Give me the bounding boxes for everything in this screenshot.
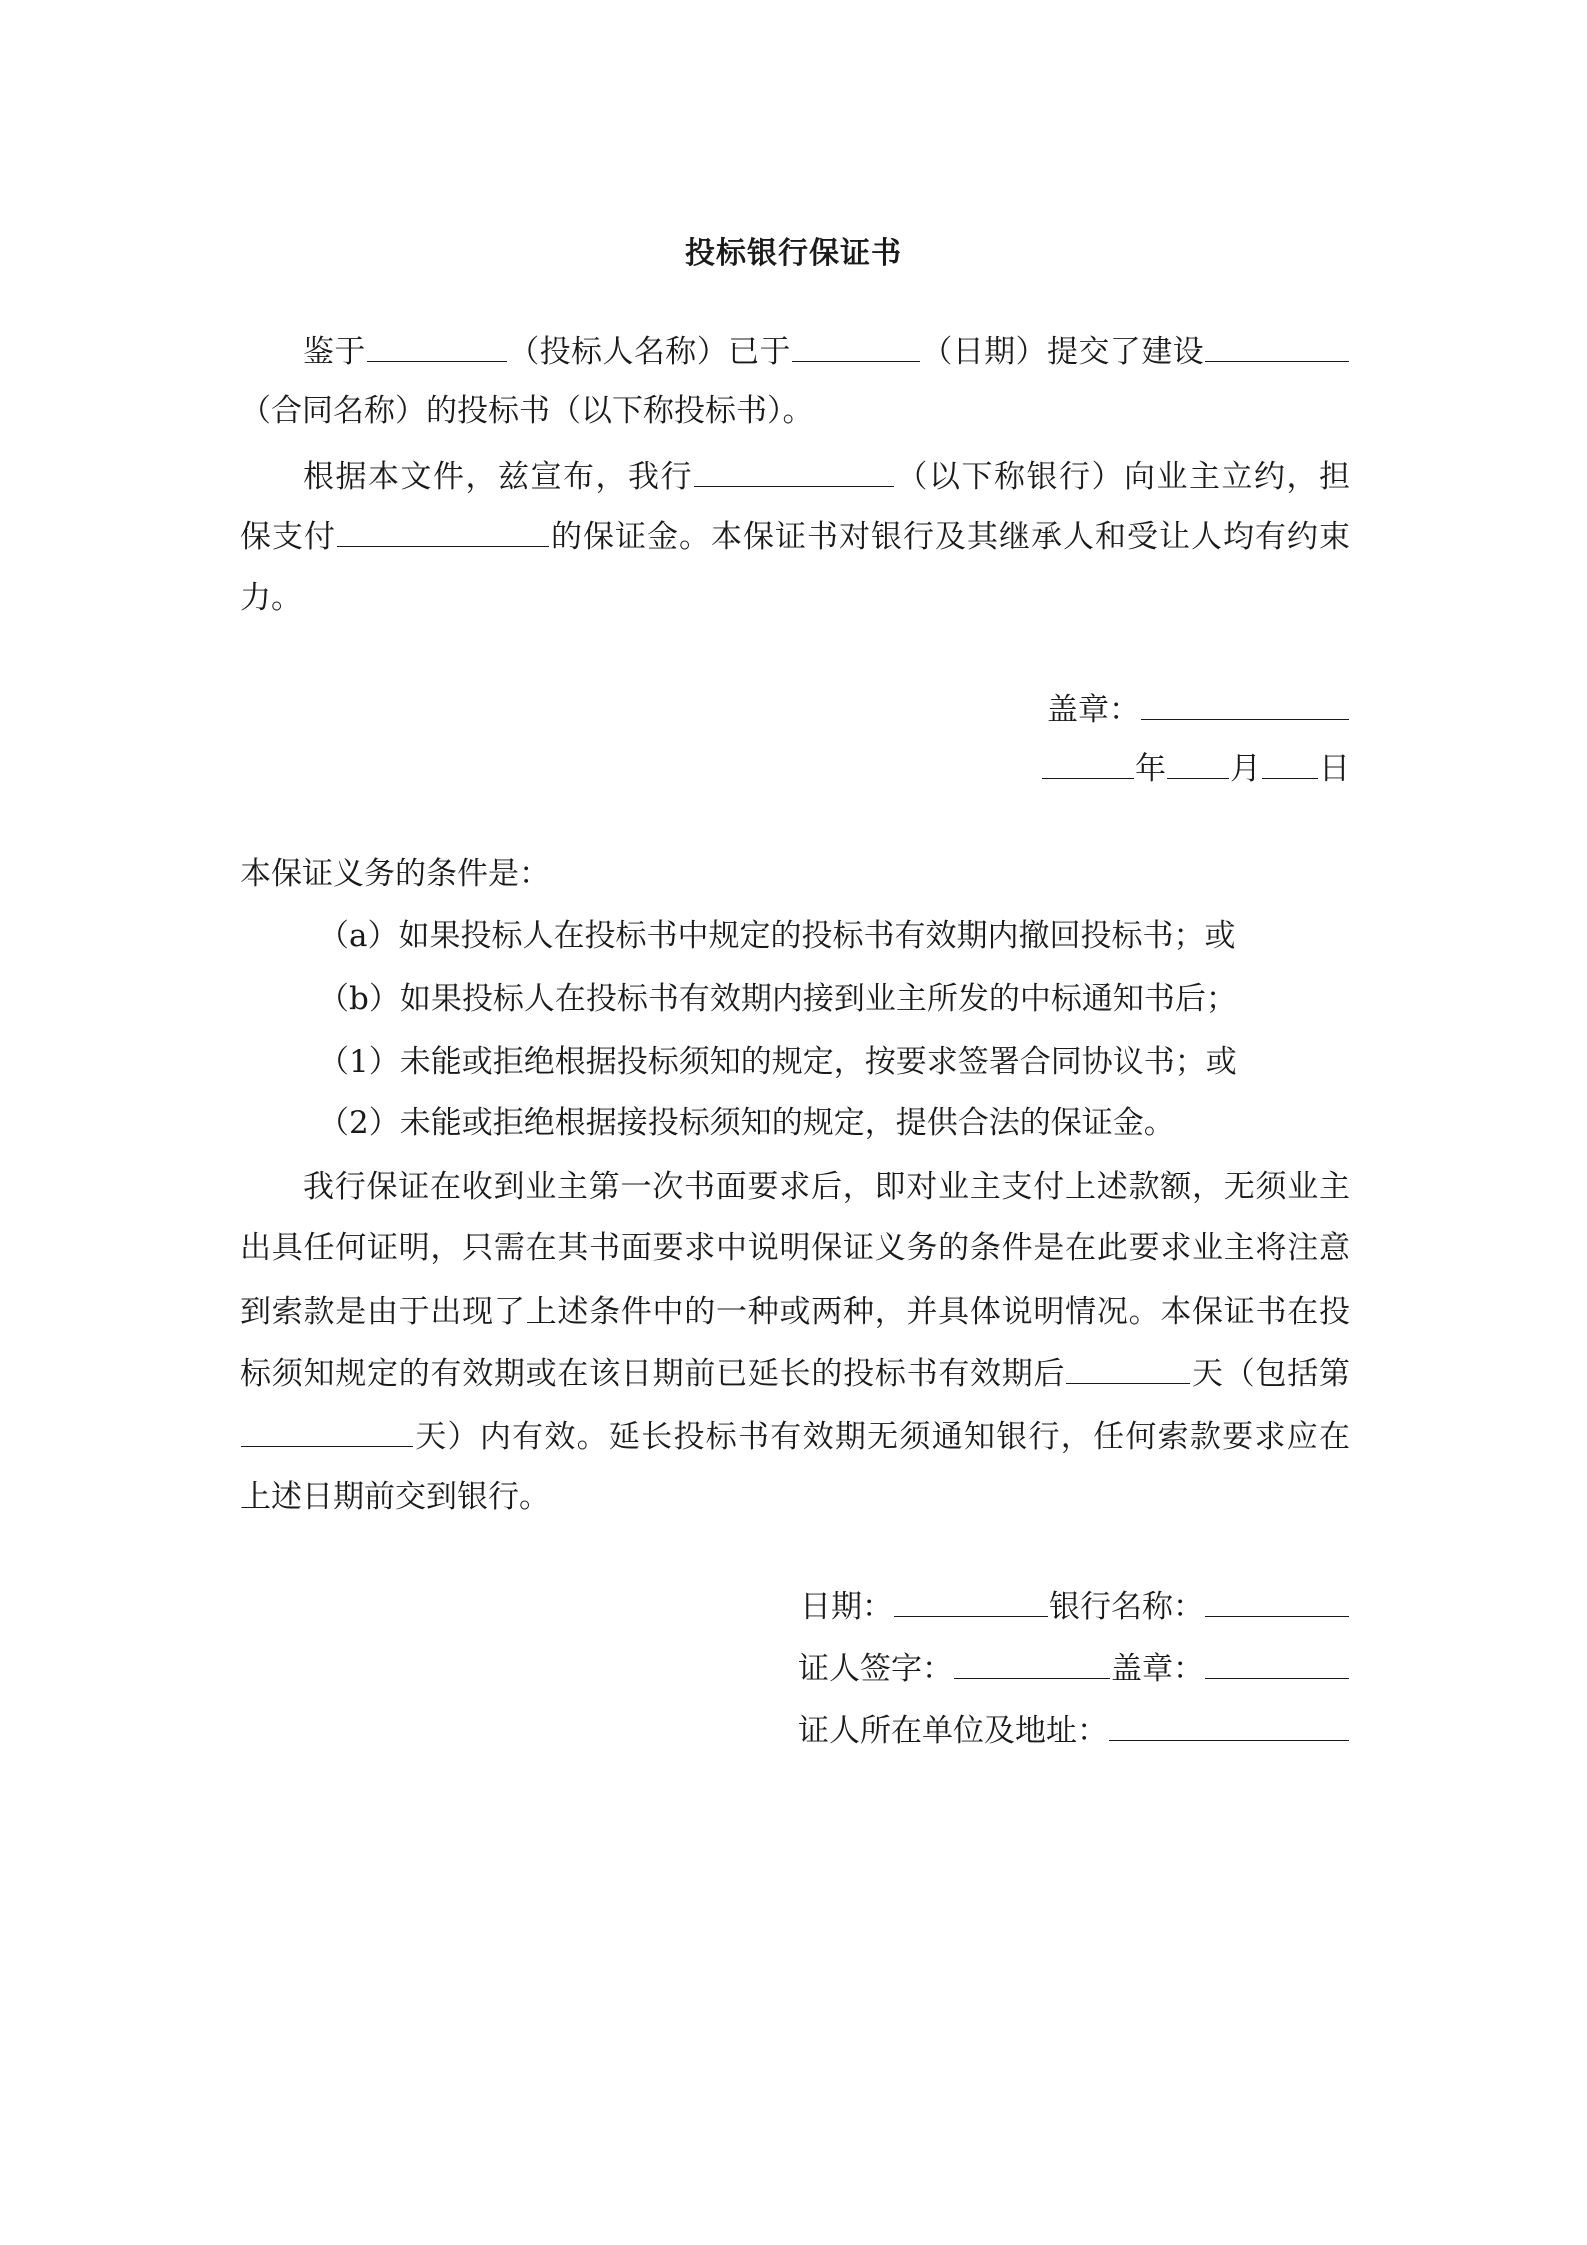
paragraph-2-line-3: 力。 (240, 580, 302, 616)
signature-line-2 (798, 1648, 1350, 1688)
text: （投标人名称）已于 (507, 334, 791, 370)
seal-blank (1141, 689, 1349, 720)
month-blank (1167, 748, 1229, 779)
text: 天（包括第 (1191, 1356, 1351, 1392)
seal-label: 盖章： (1047, 692, 1140, 728)
days-blank (1066, 1353, 1190, 1384)
signature-date-blank (894, 1586, 1048, 1617)
text: （以下称银行）向业主立约，担 (895, 459, 1350, 495)
text: 的保证金。本保证书对银行及其继承人和受让人均有约束 (550, 519, 1350, 555)
signature-line-3 (798, 1710, 1350, 1750)
text: 天）内有效。延长投标书有效期无须通知银行，任何索款要求应在 (414, 1419, 1350, 1455)
text: 标须知规定的有效期或在该日期前已延长的投标书有效期后 (240, 1356, 1066, 1392)
signature-seal-blank (1205, 1648, 1349, 1679)
witness-label: 证人签字： (798, 1651, 953, 1687)
paragraph-3-line-5 (240, 1416, 1350, 1456)
paragraph-1-line-2: （合同名称）的投标书（以下称投标书）。 (240, 393, 814, 429)
paragraph-3-line-6: 上述日期前交到银行。 (240, 1479, 550, 1515)
contract-name-blank (1205, 331, 1349, 362)
conditions-heading: 本保证义务的条件是： (240, 856, 550, 892)
day-number-blank (241, 1416, 413, 1447)
text: 根据本文件，兹宣布，我行 (303, 459, 693, 495)
date-label: 日期： (800, 1589, 893, 1625)
bank-name-blank (694, 456, 894, 487)
bidder-name-blank (367, 331, 507, 362)
text: 保支付 (240, 519, 336, 555)
condition-1: （1）未能或拒绝根据投标须知的规定，按要求签署合同协议书；或 (318, 1044, 1237, 1080)
signature-line-1 (800, 1586, 1350, 1626)
paragraph-3-line-3: 到索款是由于出现了上述条件中的一种或两种，并具体说明情况。本保证书在投 (240, 1294, 1350, 1330)
condition-b: （b）如果投标人在投标书有效期内接到业主所发的中标通知书后； (318, 981, 1237, 1017)
bank-name-label: 银行名称： (1049, 1589, 1204, 1625)
signature-bank-blank (1205, 1586, 1349, 1617)
amount-blank (337, 516, 549, 547)
text: （日期）提交了建设 (920, 334, 1205, 370)
date-line (1041, 748, 1350, 788)
date-blank (792, 331, 920, 362)
paragraph-2-line-2 (240, 516, 1350, 556)
paragraph-3-line-4 (240, 1353, 1350, 1393)
witness-blank (954, 1648, 1110, 1679)
seal-line (1047, 689, 1350, 729)
seal-label-2: 盖章： (1111, 1651, 1204, 1687)
condition-a: （a）如果投标人在投标书中规定的投标书有效期内撤回投标书；或 (318, 918, 1236, 954)
year-blank (1042, 748, 1134, 779)
address-label: 证人所在单位及地址： (798, 1713, 1108, 1749)
paragraph-1-line-1 (303, 331, 1350, 371)
paragraph-3-line-2: 出具任何证明，只需在其书面要求中说明保证义务的条件是在此要求业主将注意 (240, 1230, 1350, 1266)
condition-2: （2）未能或拒绝根据接投标须知的规定，提供合法的保证金。 (318, 1105, 1175, 1141)
year-label: 年 (1135, 751, 1166, 787)
day-blank (1262, 748, 1318, 779)
text: 鉴于 (303, 334, 366, 370)
paragraph-2-line-1 (303, 456, 1350, 496)
address-blank (1109, 1710, 1349, 1741)
month-label: 月 (1230, 751, 1261, 787)
paragraph-3-line-1: 我行保证在收到业主第一次书面要求后，即对业主支付上述款额，无须业主 (303, 1169, 1350, 1205)
day-label: 日 (1319, 751, 1350, 787)
document-title: 投标银行保证书 (685, 236, 902, 271)
